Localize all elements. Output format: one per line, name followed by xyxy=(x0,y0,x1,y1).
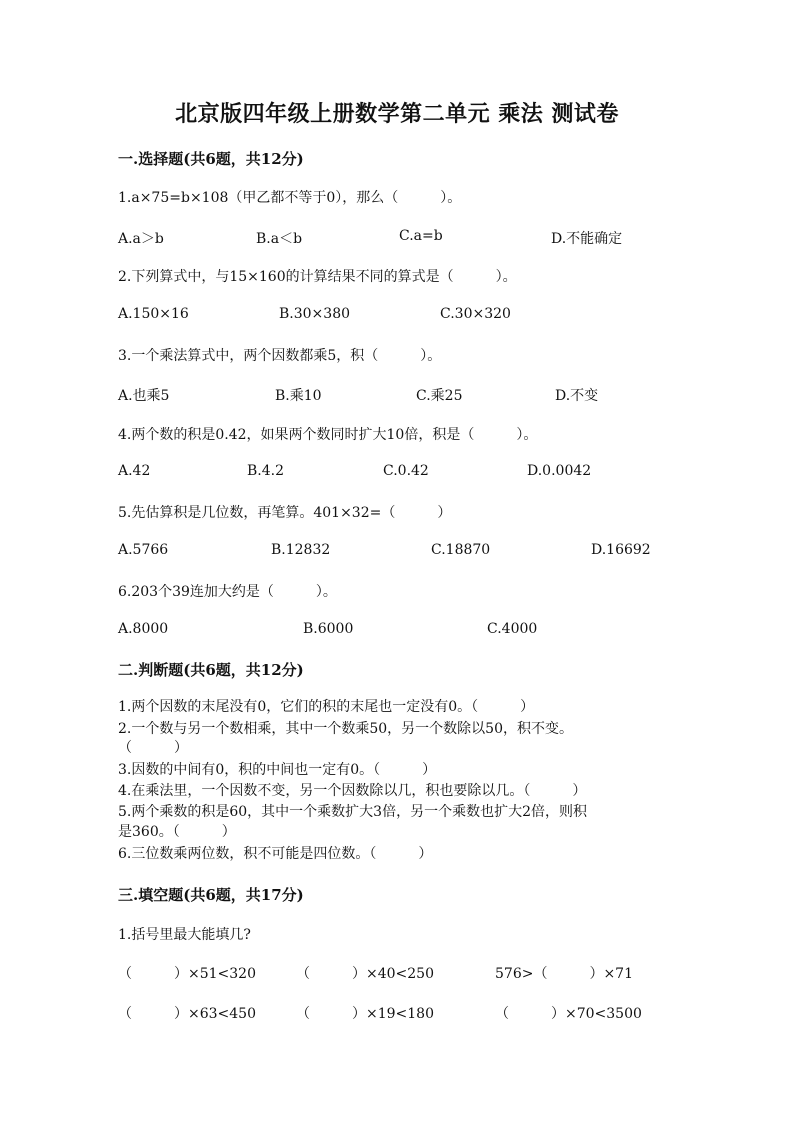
question-1: 1.a×75=b×108（甲乙都不等于0），那么（ ）。 xyxy=(118,190,462,206)
option-5c: C.18870 xyxy=(431,542,491,558)
option-2b: B.30×380 xyxy=(279,306,351,322)
judgement-line: 6.三位数乘两位数，积不可能是四位数。（ ） xyxy=(118,846,433,862)
option-6a: A.8000 xyxy=(118,621,169,637)
option-5a: A.5766 xyxy=(118,542,169,558)
option-3c: C.乘25 xyxy=(416,388,463,404)
option-1b: B.a＜b xyxy=(256,231,303,247)
option-4d: D.0.0042 xyxy=(527,463,592,479)
question-2: 2.下列算式中，与15×160的计算结果不同的算式是（ ）。 xyxy=(118,269,517,285)
judgement-line: 3.因数的中间有0，积的中间也一定有0。（ ） xyxy=(118,762,437,778)
judgement-line: 1.两个因数的末尾没有0，它们的积的末尾也一定没有0。（ ） xyxy=(118,699,535,715)
fill-item: （ ）×63<450 xyxy=(118,1006,256,1022)
question-6: 6.203个39连加大约是（ ）。 xyxy=(118,584,337,600)
judgement-line: 是360。（ ） xyxy=(118,824,236,840)
option-6c: C.4000 xyxy=(487,621,538,637)
section-heading-judgement: 二.判断题(共6题，共12分) xyxy=(118,661,304,679)
fill-item: （ ）×70<3500 xyxy=(495,1006,642,1022)
option-3b: B.乘10 xyxy=(275,388,322,404)
judgement-line: 4.在乘法里，一个因数不变，另一个因数除以几，积也要除以几。（ ） xyxy=(118,783,587,799)
option-6b: B.6000 xyxy=(303,621,354,637)
judgement-line: （ ） xyxy=(118,740,188,756)
judgement-line: 2.一个数与另一个数相乘，其中一个数乘50，另一个数除以50，积不变。 xyxy=(118,721,573,737)
option-4b: B.4.2 xyxy=(247,463,285,479)
question-3: 3.一个乘法算式中，两个因数都乘5，积（ ）。 xyxy=(118,348,442,364)
option-3a: A.也乘5 xyxy=(118,388,170,404)
option-1d: D.不能确定 xyxy=(551,231,623,247)
section-heading-choice: 一.选择题(共6题，共12分) xyxy=(118,150,304,168)
judgement-line: 5.两个乘数的积是60，其中一个乘数扩大3倍，另一个乘数也扩大2倍，则积 xyxy=(118,804,587,820)
option-5b: B.12832 xyxy=(271,542,331,558)
fill-question-1: 1.括号里最大能填几? xyxy=(118,927,251,943)
option-2c: C.30×320 xyxy=(440,306,511,322)
option-1a: A.a＞b xyxy=(118,231,164,247)
option-3d: D.不变 xyxy=(555,388,599,404)
fill-item: （ ）×19<180 xyxy=(296,1006,434,1022)
option-2a: A.150×16 xyxy=(118,306,189,322)
fill-item: （ ）×51<320 xyxy=(118,966,256,982)
question-4: 4.两个数的积是0.42，如果两个数同时扩大10倍，积是（ ）。 xyxy=(118,427,538,443)
fill-item: （ ）×40<250 xyxy=(296,966,434,982)
option-4c: C.0.42 xyxy=(383,463,429,479)
page-title: 北京版四年级上册数学第二单元 乘法 测试卷 xyxy=(175,101,619,127)
option-5d: D.16692 xyxy=(591,542,651,558)
option-4a: A.42 xyxy=(118,463,151,479)
option-1c: C.a=b xyxy=(399,228,443,244)
question-5: 5.先估算积是几位数，再笔算。401×32=（ ） xyxy=(118,505,452,521)
section-heading-fill: 三.填空题(共6题，共17分) xyxy=(118,886,304,904)
fill-item: 576>（ ）×71 xyxy=(495,966,633,982)
